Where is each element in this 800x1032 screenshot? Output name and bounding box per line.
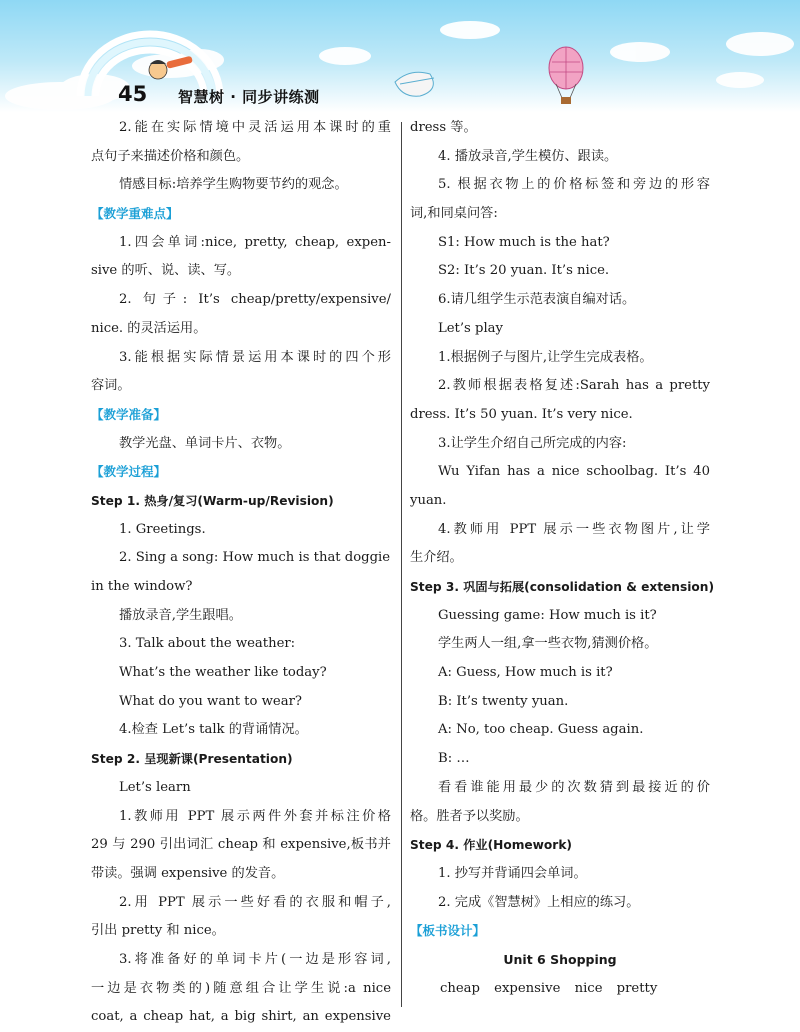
text-line: in the window? — [91, 579, 193, 594]
text-line: 1.教师用 PPT 展示两件外套并标注价格 — [119, 808, 391, 824]
text-line: B: … — [438, 751, 470, 767]
text-line: A: No, too cheap. Guess again. — [438, 722, 644, 738]
text-line: What do you want to wear? — [119, 693, 302, 709]
text-line: sive 的听、说、读、写。 — [91, 263, 241, 279]
step-heading: Step 1. 热身/复习(Warm-up/Revision) — [91, 493, 334, 508]
text-line: 4.检查 Let’s talk 的背诵情况。 — [119, 722, 308, 738]
text-line: 播放录音,学生跟唱。 — [119, 607, 242, 623]
text-line: 1. Greetings. — [119, 521, 206, 537]
right-column — [410, 114, 715, 1003]
text-line: 1.根据例子与图片,让学生完成表格。 — [438, 349, 653, 365]
book-title: 智慧树 · 同步讲练测 — [178, 88, 320, 106]
text-line: 容词。 — [91, 378, 131, 394]
text-line: 5. 根据衣物上的价格标签和旁边的形容 — [438, 177, 710, 193]
text-line: 2. 句子: It’s cheap/pretty/expensive/ — [119, 292, 391, 308]
text-line: Guessing game: How much is it? — [438, 607, 657, 623]
text-line: Unit 6 Shopping — [503, 951, 617, 967]
text-line: 情感目标:培养学生购物要节约的观念。 — [119, 177, 348, 193]
text-line: What’s the weather like today? — [119, 665, 327, 681]
text-line: dress 等。 — [410, 120, 477, 135]
step-heading: Step 3. 巩固与拓展(consolidation & extension) — [410, 580, 715, 594]
text-line: 2. 完成《智慧树》上相应的练习。 — [438, 894, 640, 910]
text-line: 3.能根据实际情景运用本课时的四个形 — [119, 349, 391, 365]
text-line: 4. 播放录音,学生模仿、跟读。 — [438, 148, 618, 164]
text-line: Wu Yifan has a nice schoolbag. It’s 40 — [438, 464, 710, 480]
kite-icon — [395, 72, 434, 96]
text-line: yuan. — [410, 492, 447, 508]
hot-air-balloon-icon — [549, 47, 583, 104]
text-line: Let’s learn — [119, 779, 191, 795]
step-heading: Step 2. 呈现新课(Presentation) — [91, 752, 293, 767]
text-line: 4.教师用 PPT 展示一些衣物图片,让学 — [438, 521, 710, 537]
text-line: 1.四会单词:nice, pretty, cheap, expen- — [119, 234, 391, 250]
text-line: Let’s play — [438, 320, 503, 336]
text-line: 2.教师根据表格复述:Sarah has a pretty — [438, 378, 710, 394]
left-column — [91, 114, 391, 1032]
column-divider — [401, 122, 402, 1007]
text-line: S1: How much is the hat? — [438, 234, 610, 250]
text-line: 生介绍。 — [410, 550, 463, 566]
text-line: 1. 抄写并背诵四会单词。 — [438, 865, 587, 881]
text-line: 2. Sing a song: How much is that doggie — [119, 550, 391, 566]
text-line: 格。胜者予以奖励。 — [410, 808, 529, 824]
text-line: 一边是衣物类的)随意组合让学生说:a nice — [91, 980, 391, 996]
text-line: 3.将准备好的单词卡片(一边是形容词, — [119, 951, 391, 967]
text-line: 学生两人一组,拿一些衣物,猜测价格。 — [438, 636, 658, 652]
text-line: 3. Talk about the weather: — [119, 636, 296, 652]
text-line: B: It’s twenty yuan. — [438, 693, 569, 709]
text-line: S2: It’s 20 yuan. It’s nice. — [438, 263, 610, 279]
text-line: 2.用 PPT 展示一些好看的衣服和帽子, — [119, 894, 391, 910]
text-line: 引出 pretty 和 nice。 — [91, 923, 225, 939]
text-line: 2.能在实际情境中灵活运用本课时的重 — [119, 120, 391, 135]
text-line: 带读。强调 expensive 的发音。 — [91, 865, 285, 881]
step-heading: Step 4. 作业(Homework) — [410, 838, 572, 853]
text-line: 词,和同桌问答: — [410, 206, 498, 222]
text-line: 教学光盘、单词卡片、衣物。 — [119, 435, 291, 451]
text-line: nice. 的灵活运用。 — [91, 320, 207, 336]
text-line: 6.请几组学生示范表演自编对话。 — [438, 292, 636, 308]
section-heading: 【教学准备】 — [91, 406, 167, 422]
text-line: 29 与 290 引出词汇 cheap 和 expensive,板书并 — [91, 837, 391, 853]
text-line: 3.让学生介绍自己所完成的内容: — [438, 435, 627, 451]
page-number: 45 — [118, 82, 148, 106]
section-heading: 【教学过程】 — [91, 464, 167, 480]
section-heading: 【板书设计】 — [410, 923, 486, 939]
text-line: 看看谁能用最少的次数猜到最接近的价 — [438, 779, 710, 795]
section-heading: 【教学重难点】 — [91, 206, 179, 222]
text-line: coat, a cheap hat, a big shirt, an expensive — [91, 1009, 391, 1025]
text-line: cheap expensive nice pretty — [440, 980, 658, 996]
text-line: 点句子来描述价格和颜色。 — [91, 148, 250, 164]
text-line: A: Guess, How much is it? — [438, 665, 613, 681]
text-line: dress. It’s 50 yuan. It’s very nice. — [410, 406, 633, 422]
